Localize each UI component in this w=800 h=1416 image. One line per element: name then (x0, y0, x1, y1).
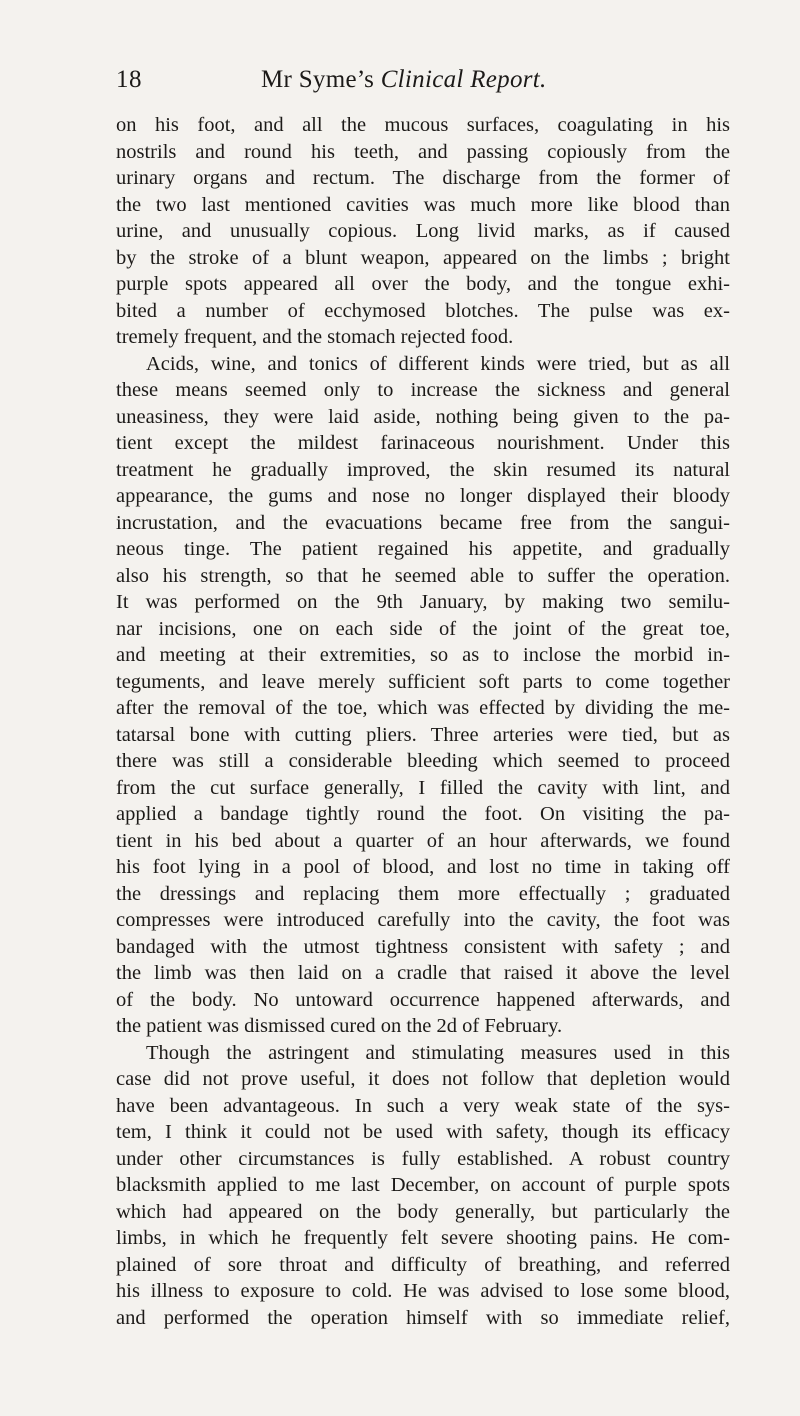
text-line: applied a bandage tightly round the foot. On visiting the pa- (116, 803, 730, 825)
text-line: under other circumstances is fully established. A robust country (116, 1147, 730, 1170)
text-line: case did not prove useful, it does not follow that depletion would (116, 1068, 730, 1090)
text-line: his illness to exposure to cold. He was advised to lose some blood, (116, 1280, 730, 1302)
text-line: the two last mentioned cavities was much more like blood than (116, 193, 730, 216)
text-line: tem, I think it could not be used with safety, though its efficacy (116, 1121, 730, 1143)
text-line: have been advantageous. In such a very weak state of the sys- (116, 1094, 730, 1117)
running-title-author: Mr Syme’s (261, 66, 375, 93)
text-line: the dressings and replacing them more effectually ; graduated (116, 882, 730, 905)
text-line: his foot lying in a pool of blood, and lost no time in taking off (116, 856, 730, 878)
text-line: nostrils and round his teeth, and passing copiously from the (116, 140, 730, 163)
text-line: treatment he gradually improved, the skin resumed its natural (116, 458, 730, 481)
running-title-italic: Clinical Report. (380, 66, 547, 93)
text-line: urinary organs and rectum. The discharge from the former of (116, 167, 730, 189)
text-line: It was performed on the 9th January, by making two semilu- (116, 591, 730, 613)
text-line: the patient was dismissed cured on the 2d of February. (116, 1015, 563, 1037)
text-line: neous tinge. The patient regained his appetite, and gradually (116, 538, 730, 560)
text-line: also his strength, so that he seemed able to suffer the operation. (116, 564, 730, 587)
text-line: purple spots appeared all over the body, and the tongue exhi- (116, 273, 730, 295)
running-header (116, 66, 730, 106)
body-text (116, 112, 730, 1331)
text-line: these means seemed only to increase the sickness and general (116, 379, 730, 401)
text-line: urine, and unusually copious. Long livid marks, as if caused (116, 220, 730, 242)
text-line: of the body. No untoward occurrence happened afterwards, and (116, 988, 730, 1011)
text-line: tient except the mildest farinaceous nourishment. Under this (116, 432, 730, 454)
text-line: tient in his bed about a quarter of an hour afterwards, we found (116, 829, 730, 852)
text-line: after the removal of the toe, which was effected by dividing the me- (116, 697, 730, 719)
running-title (261, 66, 547, 94)
text-line: and performed the operation himself with so immediate relief, (116, 1306, 730, 1329)
text-line: incrustation, and the evacuations became free from the sangui- (116, 511, 730, 534)
text-line: blacksmith applied to me last December, on account of purple spots (116, 1174, 730, 1196)
text-line: appearance, the gums and nose no longer displayed their bloody (116, 485, 730, 507)
text-line: uneasiness, they were laid aside, nothing being given to the pa- (116, 405, 730, 428)
text-line: teguments, and leave merely sufficient soft parts to come together (116, 670, 730, 693)
text-line: tatarsal bone with cutting pliers. Three arteries were tied, but as (116, 723, 730, 746)
text-line: Though the astringent and stimulating measures used in this (146, 1041, 730, 1064)
text-line: tremely frequent, and the stomach rejected food. (116, 326, 514, 348)
text-line: there was still a considerable bleeding which seemed to proceed (116, 750, 730, 772)
text-line: compresses were introduced carefully into the cavity, the foot was (116, 909, 730, 931)
text-line: Acids, wine, and tonics of different kinds were tried, but as all (146, 352, 730, 375)
text-line: from the cut surface generally, I filled the cavity with lint, and (116, 776, 730, 799)
text-line: the limb was then laid on a cradle that raised it above the level (116, 962, 730, 984)
page-number: 18 (116, 66, 142, 93)
text-line: and meeting at their extremities, so as to inclose the morbid in- (116, 644, 730, 666)
text-line: limbs, in which he frequently felt severe shooting pains. He com- (116, 1227, 730, 1249)
text-line: nar incisions, one on each side of the joint of the great toe, (116, 617, 730, 640)
text-line: plained of sore throat and difficulty of breathing, and referred (116, 1253, 730, 1276)
text-line: which had appeared on the body generally, but particularly the (116, 1200, 730, 1223)
text-line: bandaged with the utmost tightness consistent with safety ; and (116, 935, 730, 958)
text-line: bited a number of ecchymosed blotches. The pulse was ex- (116, 299, 730, 322)
text-line: by the stroke of a blunt weapon, appeared on the limbs ; bright (116, 246, 730, 269)
text-line: on his foot, and all the mucous surfaces, coagulating in his (116, 114, 730, 136)
